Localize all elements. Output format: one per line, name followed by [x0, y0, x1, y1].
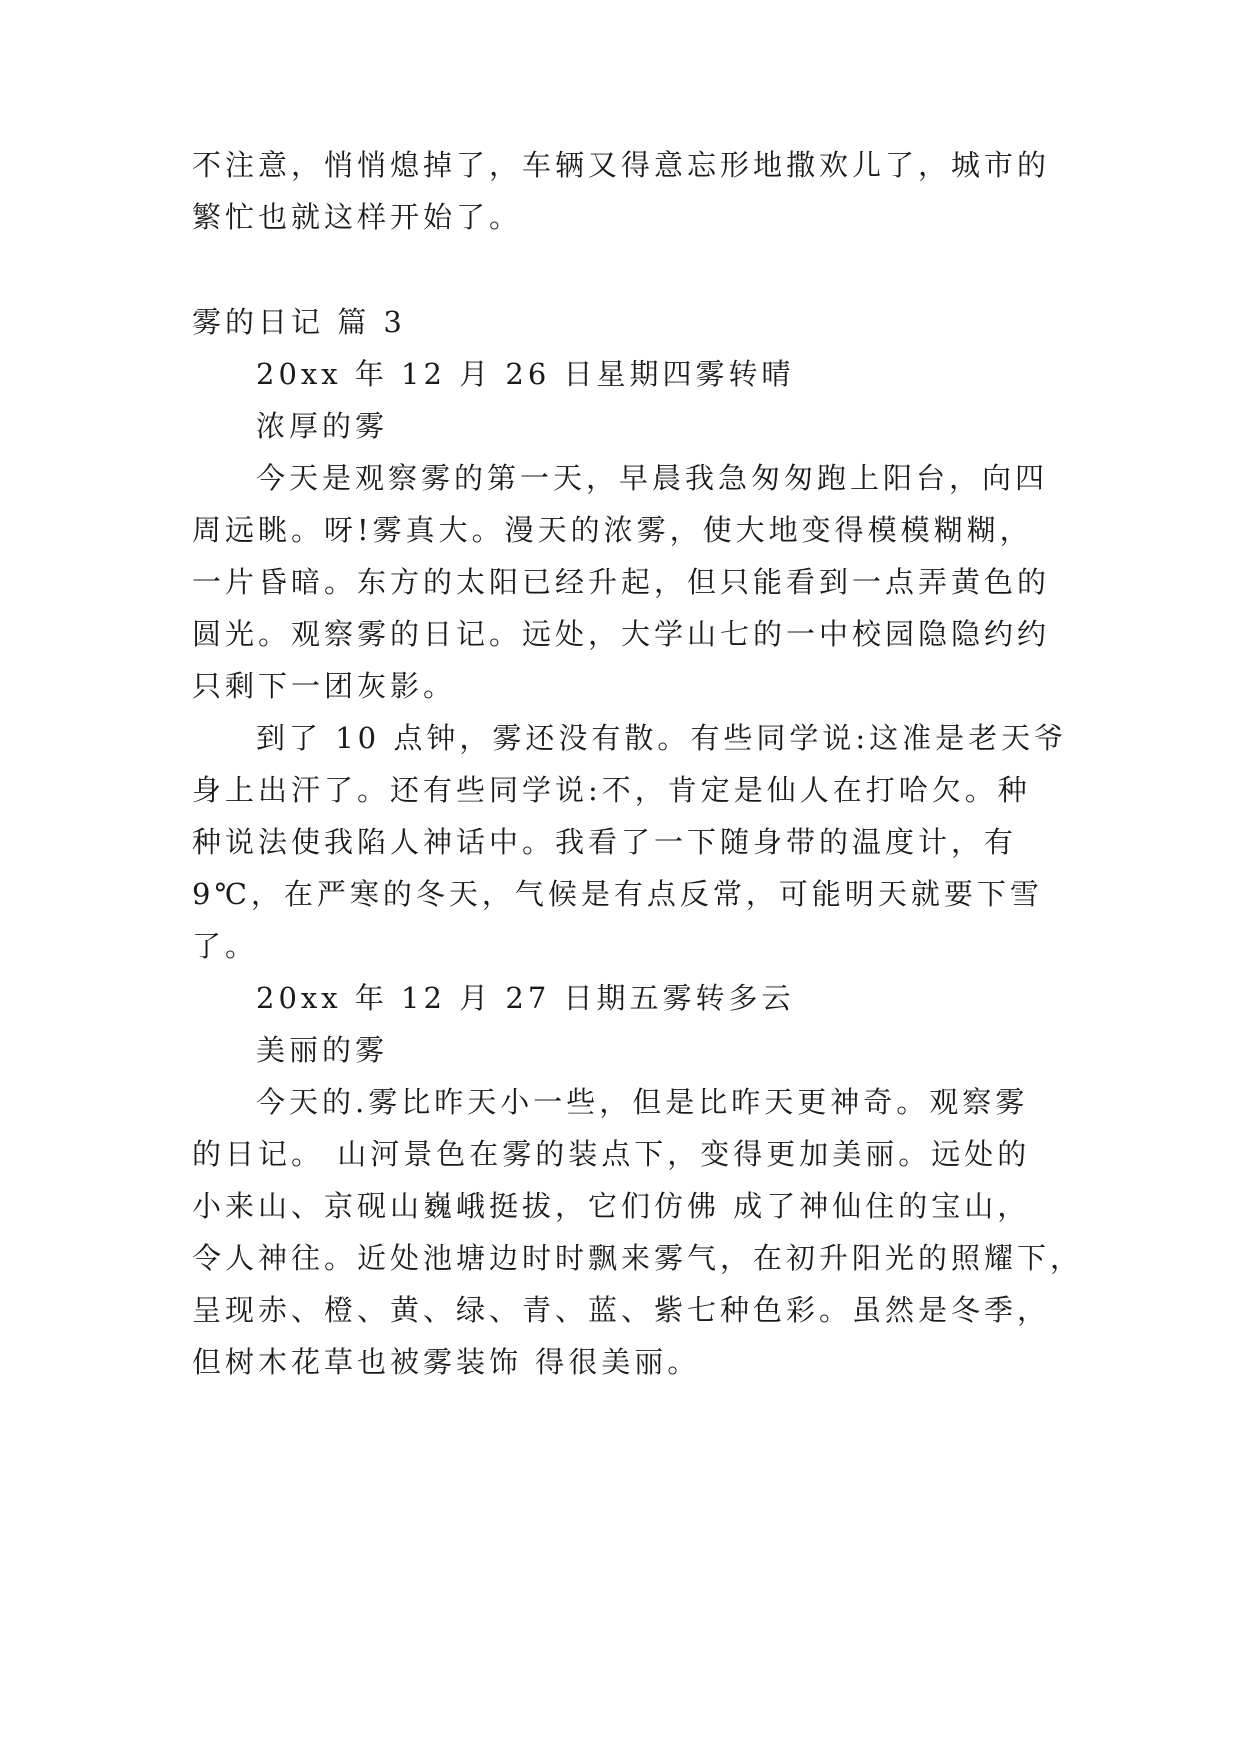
entry2-para1-line-5: 呈现赤、橙、黄、绿、青、蓝、紫七种色彩。虽然是冬季， — [192, 1293, 1051, 1327]
entry1-para2-line-1: 到了 10 点钟，雾还没有散。有些同学说:这准是老天爷 — [256, 721, 1068, 755]
continuation-line-1: 不注意，悄悄熄掉了，车辆又得意忘形地撒欢儿了，城市的 — [192, 148, 1051, 182]
entry1-para1-line-1: 今天是观察雾的第一天，早晨我急匆匆跑上阳台，向四 — [256, 461, 1049, 495]
continuation-line-2: 繁忙也就这样开始了。 — [192, 200, 523, 234]
entry1-para2-line-3: 种说法使我陷人神话中。我看了一下随身带的温度计，有 — [192, 825, 1018, 859]
entry2-para1-line-6: 但树木花草也被雾装饰 得很美丽。 — [192, 1345, 701, 1379]
entry2-date: 20xx 年 12 月 27 日期五雾转多云 — [256, 981, 795, 1015]
entry2-title: 美丽的雾 — [256, 1033, 389, 1067]
entry1-date: 20xx 年 12 月 26 日星期四雾转晴 — [256, 357, 795, 391]
entry2-para1-line-1: 今天的.雾比昨天小一些，但是比昨天更神奇。观察雾 — [256, 1085, 1029, 1119]
entry1-para1-line-5: 只剩下一团灰影。 — [192, 669, 457, 703]
entry2-para1-line-4: 令人神往。近处池塘边时时飘来雾气，在初升阳光的照耀下， — [192, 1241, 1084, 1275]
entry2-para1-line-3: 小来山、京砚山巍峨挺拔，它们仿佛 成了神仙住的宝山， — [192, 1189, 1031, 1223]
entry1-para1-line-2: 周远眺。呀!雾真大。漫天的浓雾，使大地变得模模糊糊， — [192, 513, 1033, 547]
entry1-para2-line-5: 了。 — [192, 929, 259, 963]
entry1-para2-line-2: 身上出汗了。还有些同学说:不，肯定是仙人在打哈欠。种 — [192, 773, 1031, 807]
entry1-title: 浓厚的雾 — [256, 409, 389, 443]
entry1-para1-line-4: 圆光。观察雾的日记。远处，大学山七的一中校园隐隐约约 — [192, 617, 1051, 651]
entry1-para1-line-3: 一片昏暗。东方的太阳已经升起，但只能看到一点弄黄色的 — [192, 565, 1051, 599]
entry1-para2-line-4: 9℃，在严寒的冬天，气候是有点反常，可能明天就要下雪 — [192, 877, 1043, 911]
entry2-para1-line-2: 的日记。 山河景色在雾的装点下，变得更加美丽。远处的 — [192, 1137, 1031, 1171]
section-title: 雾的日记 篇 3 — [192, 305, 406, 339]
